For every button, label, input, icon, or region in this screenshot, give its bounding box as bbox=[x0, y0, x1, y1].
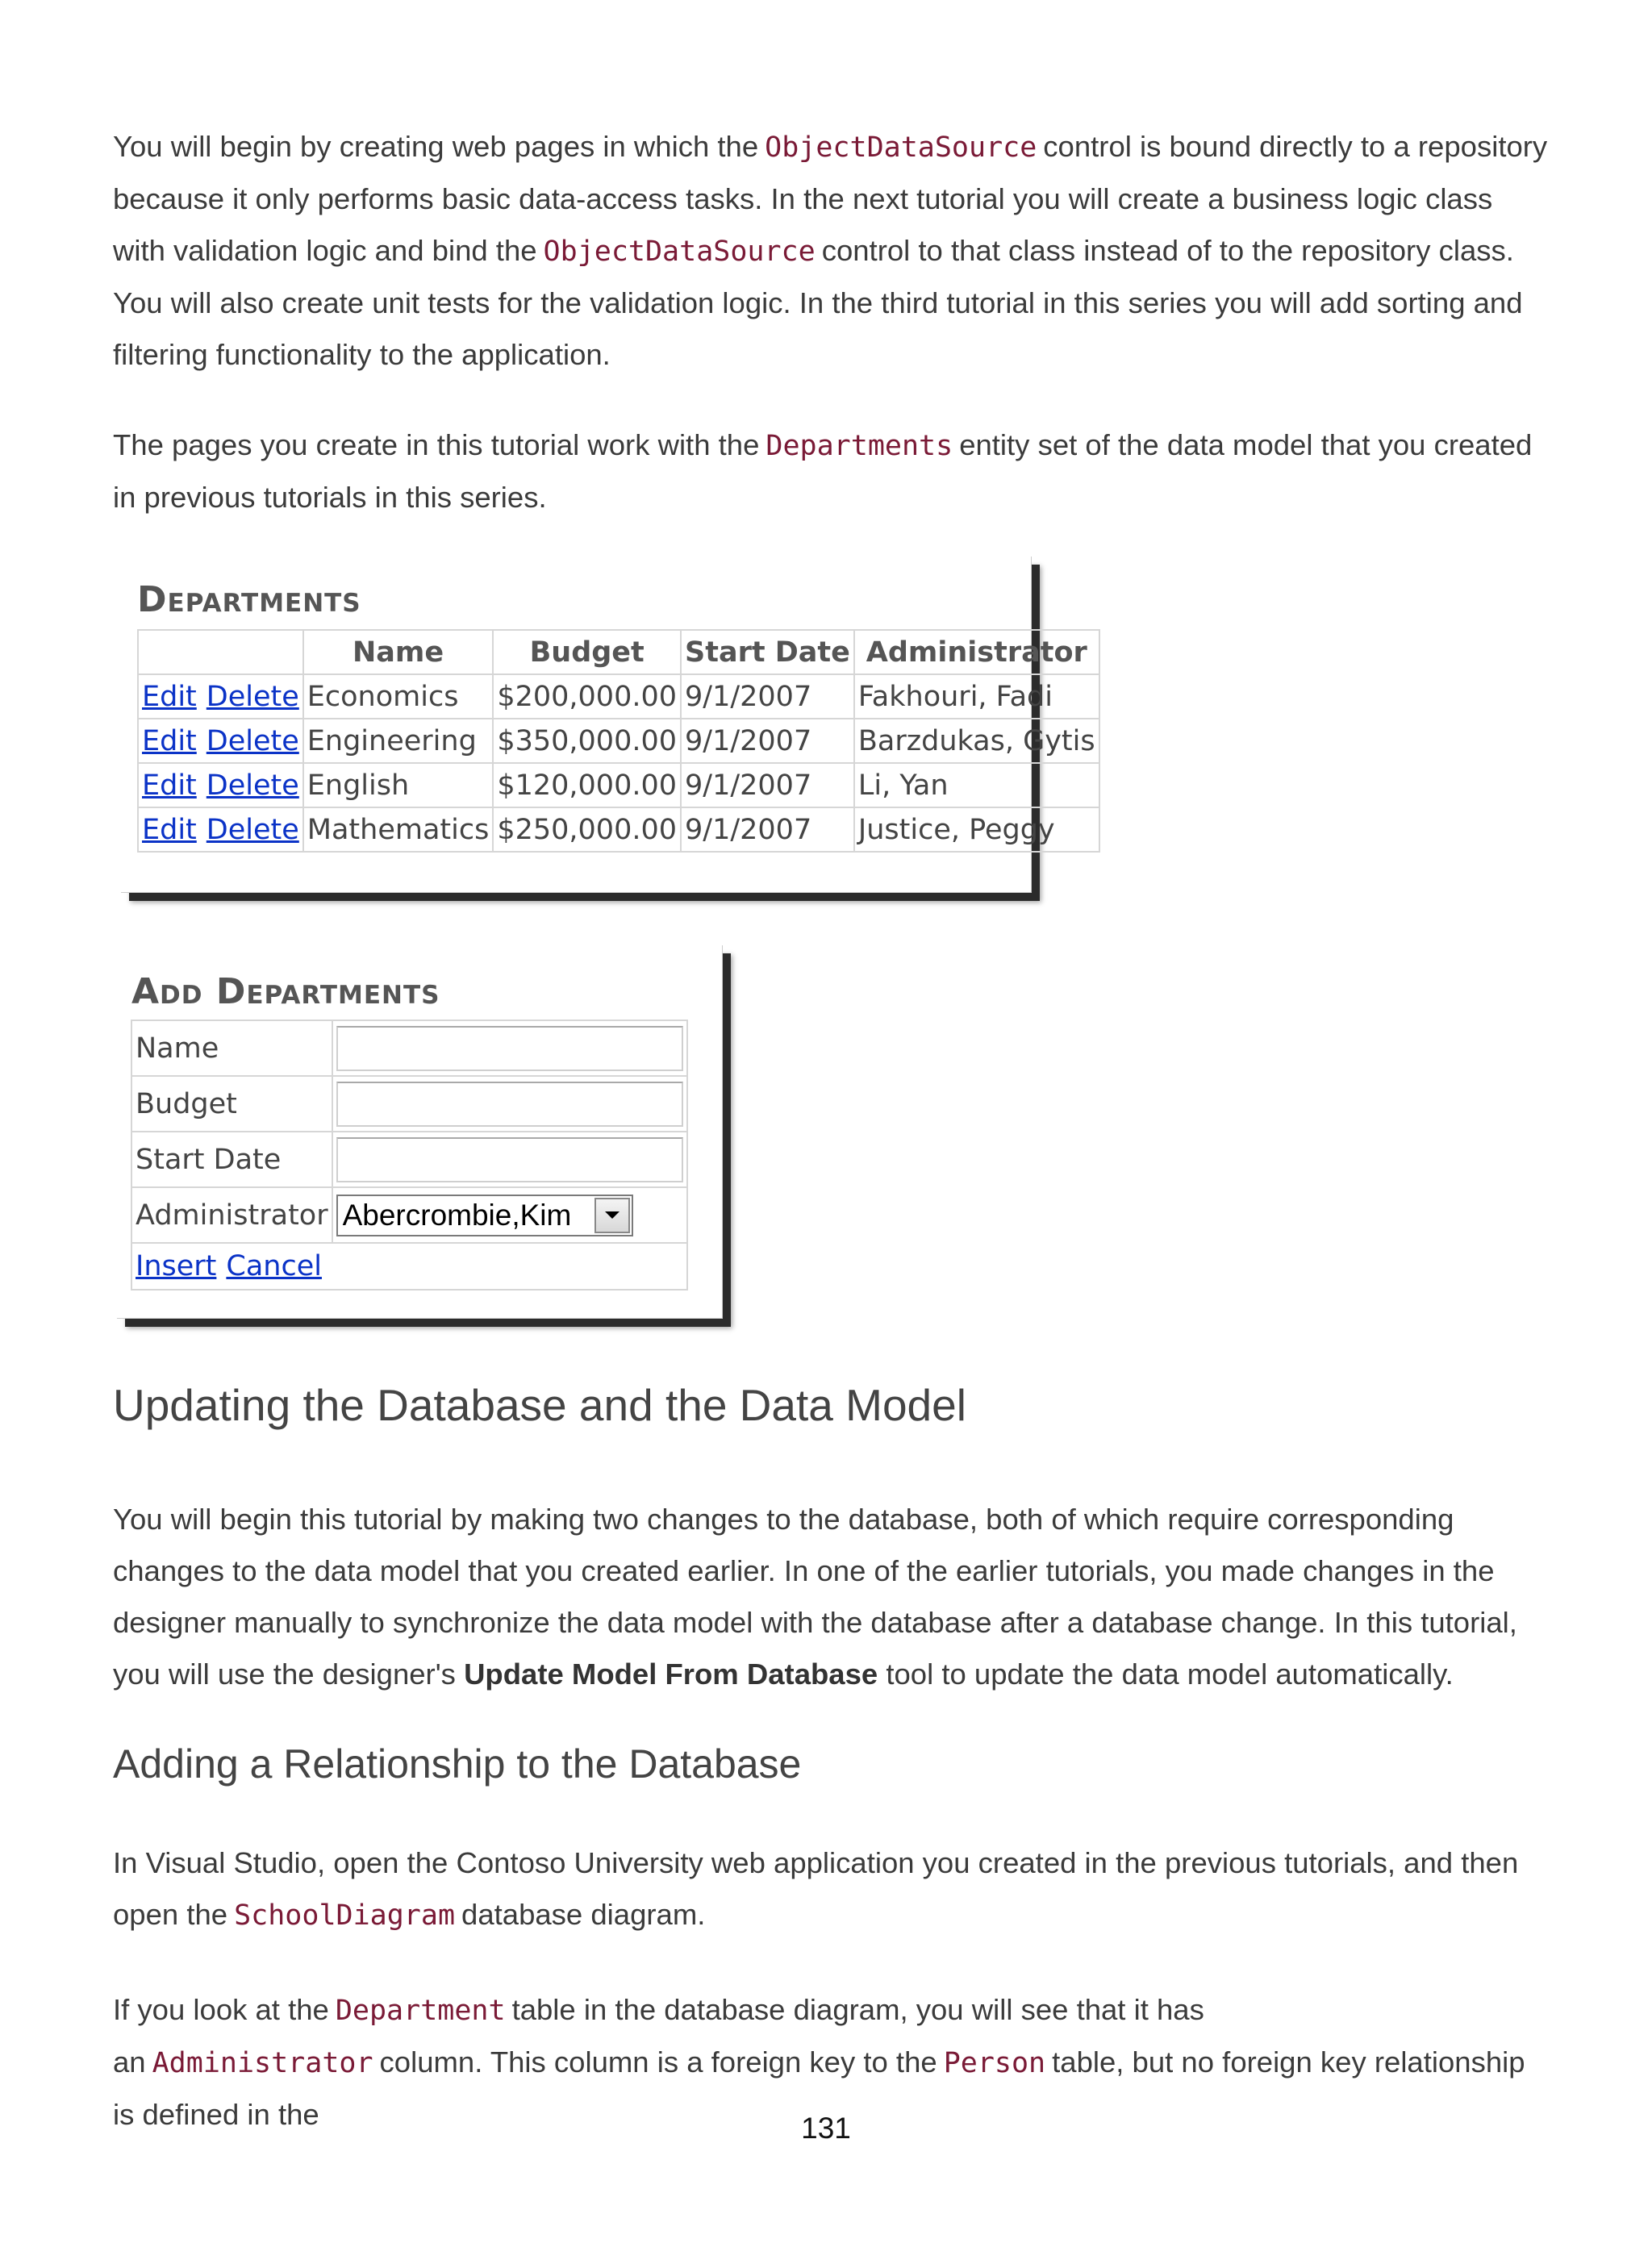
delete-link[interactable]: Delete bbox=[206, 680, 299, 713]
header-name[interactable]: Name bbox=[303, 630, 494, 674]
form-row bbox=[131, 1020, 687, 1076]
section-heading-adding-relationship: Adding a Relationship to the Database bbox=[113, 1741, 802, 1787]
start-date-label: Start Date bbox=[131, 1132, 332, 1187]
delete-link[interactable]: Delete bbox=[206, 769, 299, 802]
edit-link[interactable]: Edit bbox=[142, 813, 197, 846]
administrator-select[interactable] bbox=[336, 1195, 633, 1236]
administrator-cell bbox=[332, 1187, 687, 1243]
form-actions-row bbox=[131, 1243, 687, 1290]
start-date-input[interactable] bbox=[336, 1137, 683, 1182]
grid-header-row bbox=[138, 630, 1099, 674]
departments-title: Departments bbox=[137, 579, 361, 620]
cell-name: Economics bbox=[303, 674, 494, 719]
text-run: table, but no foreign key relationship is defined in the bbox=[113, 2045, 1525, 2131]
header-administrator[interactable]: Administrator bbox=[854, 630, 1099, 674]
page-number: 131 bbox=[801, 2112, 851, 2145]
intro-paragraph-1 bbox=[113, 121, 1549, 381]
row-actions bbox=[138, 719, 303, 763]
text-run: entity set of the data model that you created in previous tutorials in this series. bbox=[113, 428, 1533, 514]
text-run: In Visual Studio, open the Contoso University web application you created in the previous tutorials, and then open the bbox=[113, 1846, 1519, 1931]
row-actions bbox=[138, 763, 303, 807]
budget-input[interactable] bbox=[336, 1082, 683, 1127]
inline-code: Departments bbox=[766, 430, 953, 462]
text-run: database diagram. bbox=[461, 1898, 706, 1931]
text-run: You will begin this tutorial by making two changes to the database, both of which require corresponding changes to the data model that you created earlier. In one of the earlier tutorials, you made changes in the designer manually to synchronize the data model with the database after a database change. In this tutorial, you will use the designer's bbox=[113, 1503, 1517, 1691]
budget-label: Budget bbox=[131, 1076, 332, 1132]
start-date-cell bbox=[332, 1132, 687, 1187]
header-actions bbox=[138, 630, 303, 674]
text-run: If you look at the bbox=[113, 1993, 329, 2026]
form-row bbox=[131, 1076, 687, 1132]
section1-paragraph bbox=[113, 1494, 1549, 1700]
cell-name: English bbox=[303, 763, 494, 807]
cell-budget: $120,000.00 bbox=[493, 763, 681, 807]
edit-link[interactable]: Edit bbox=[142, 769, 197, 802]
table-row bbox=[138, 763, 1099, 807]
header-start-date[interactable]: Start Date bbox=[681, 630, 854, 674]
add-departments-screenshot bbox=[117, 945, 723, 1319]
table-row bbox=[138, 674, 1099, 719]
cell-administrator: Barzdukas, Gytis bbox=[854, 719, 1099, 763]
administrator-label: Administrator bbox=[131, 1187, 332, 1243]
edit-link[interactable]: Edit bbox=[142, 724, 197, 757]
inline-code: Department bbox=[335, 1995, 506, 2027]
delete-link[interactable]: Delete bbox=[206, 724, 299, 757]
cell-administrator: Li, Yan bbox=[854, 763, 1099, 807]
cell-start-date: 9/1/2007 bbox=[681, 807, 854, 852]
cell-name: Mathematics bbox=[303, 807, 494, 852]
section-heading-updating: Updating the Database and the Data Model bbox=[113, 1380, 966, 1430]
edit-link[interactable]: Edit bbox=[142, 680, 197, 713]
cell-administrator: Fakhouri, Fadi bbox=[854, 674, 1099, 719]
row-actions bbox=[138, 674, 303, 719]
inline-code: Administrator bbox=[152, 2047, 373, 2079]
text-run: table in the database diagram, you will see that it has an bbox=[113, 1993, 1204, 2079]
departments-grid bbox=[137, 629, 1100, 853]
cell-name: Engineering bbox=[303, 719, 494, 763]
add-department-form bbox=[131, 1020, 688, 1291]
departments-screenshot bbox=[121, 557, 1095, 893]
text-run: tool to update the data model automatically. bbox=[886, 1657, 1454, 1691]
text-run: The pages you create in this tutorial work with the bbox=[113, 428, 760, 461]
cell-start-date: 9/1/2007 bbox=[681, 719, 854, 763]
form-row bbox=[131, 1132, 687, 1187]
delete-link[interactable]: Delete bbox=[206, 813, 299, 846]
add-departments-title: Add Departments bbox=[131, 971, 440, 1012]
table-row bbox=[138, 719, 1099, 763]
cell-start-date: 9/1/2007 bbox=[681, 763, 854, 807]
header-budget[interactable]: Budget bbox=[493, 630, 681, 674]
cell-administrator: Justice, Peggy bbox=[854, 807, 1099, 852]
cell-budget: $200,000.00 bbox=[493, 674, 681, 719]
budget-cell bbox=[332, 1076, 687, 1132]
inline-code: ObjectDataSource bbox=[765, 131, 1037, 164]
cell-start-date: 9/1/2007 bbox=[681, 674, 854, 719]
cell-budget: $250,000.00 bbox=[493, 807, 681, 852]
text-run: control to that class instead of to the repository class. You will also create unit tests for the validation logic. In the third tutorial in this series you will add sorting and filtering functionality to the application. bbox=[113, 234, 1523, 371]
cell-budget: $350,000.00 bbox=[493, 719, 681, 763]
bold-term: Update Model From Database bbox=[464, 1657, 878, 1691]
section2-paragraph-1 bbox=[113, 1837, 1549, 1941]
row-actions bbox=[138, 807, 303, 852]
insert-link[interactable]: Insert bbox=[136, 1250, 217, 1282]
text-run: column. This column is a foreign key to the bbox=[379, 2045, 937, 2079]
text-run: You will begin by creating web pages in which the bbox=[113, 130, 759, 163]
form-row bbox=[131, 1187, 687, 1243]
inline-code: SchoolDiagram bbox=[234, 1899, 456, 1932]
inline-code: Person bbox=[943, 2047, 1046, 2079]
chevron-down-icon[interactable] bbox=[594, 1198, 630, 1233]
name-label: Name bbox=[131, 1020, 332, 1076]
name-cell bbox=[332, 1020, 687, 1076]
administrator-selected-value: Abercrombie,Kim bbox=[342, 1198, 572, 1232]
name-input[interactable] bbox=[336, 1026, 683, 1071]
inline-code: ObjectDataSource bbox=[543, 236, 816, 268]
form-actions bbox=[131, 1243, 687, 1290]
table-row bbox=[138, 807, 1099, 852]
intro-paragraph-2 bbox=[113, 419, 1549, 523]
text-run: control is bound directly to a repository because it only performs basic data-access tasks. In the next tutorial you will create a business logic class with validation logic and bind the bbox=[113, 130, 1548, 267]
cancel-link[interactable]: Cancel bbox=[226, 1250, 322, 1282]
